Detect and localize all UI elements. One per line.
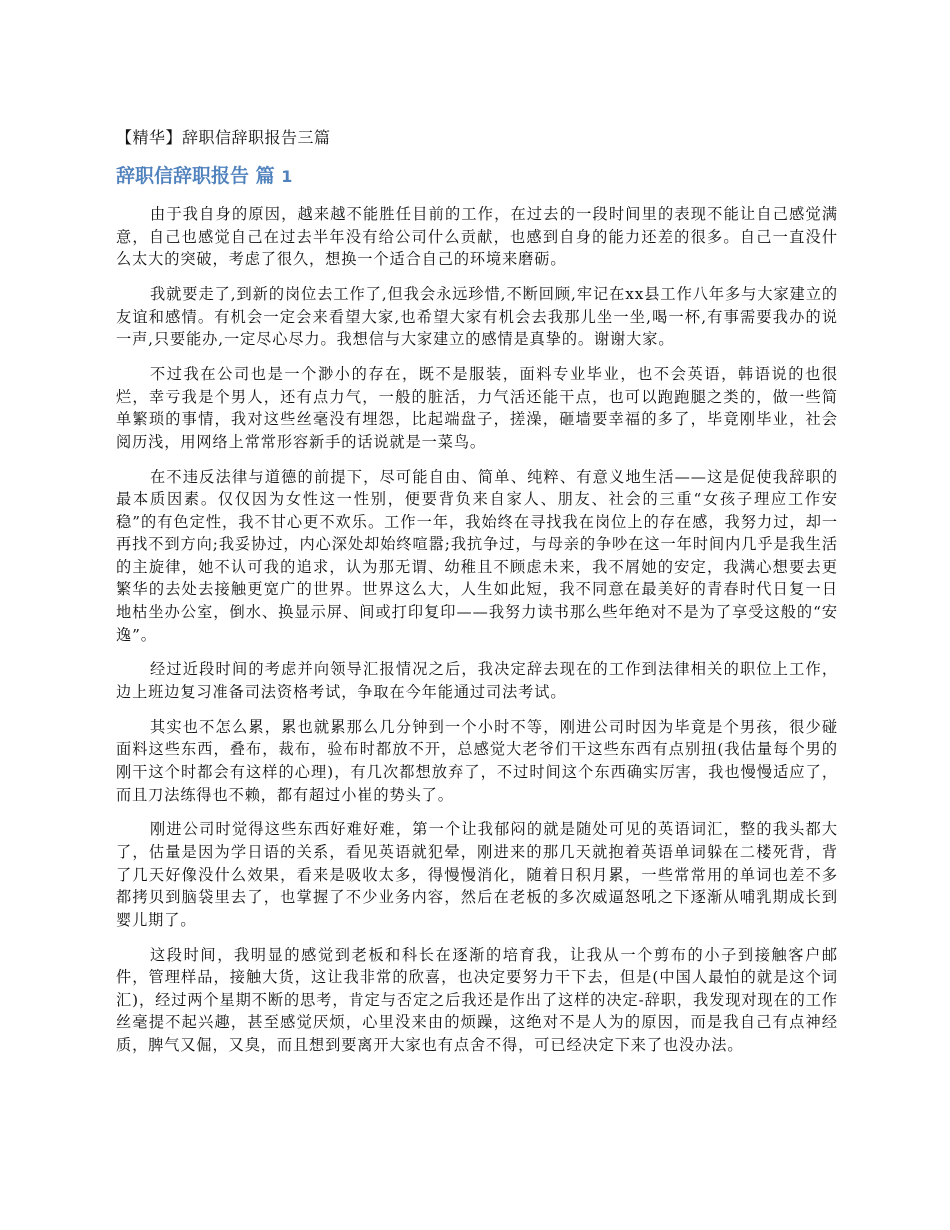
paragraph: 我就要走了,到新的岗位去工作了,但我会永远珍惜,不断回顾,牢记在xx县工作八年多与大家建立的友谊和感情。有机会一定会来看望大家,也希望大家有机会去我那儿坐一坐,喝一杯,有事需要我办的说一声,只要能办,一定尽心尽力。我想信与大家建立的感情是真挚的。谢谢大家。 bbox=[116, 284, 838, 349]
document-body bbox=[116, 203, 838, 1069]
section-heading-text: 辞职信辞职报告 篇 bbox=[116, 165, 275, 187]
paragraph: 这段时间，我明显的感觉到老板和科长在逐渐的培育我，让我从一个剪布的小子到接触客户邮件，管理样品，接触大货，这让我非常的欣喜，也决定要努力干下去，但是(中国人最怕的就是这个词汇)，经过两个星期不断的思考，肯定与否定之后我还是作出了这样的决定-辞职，我发现对现在的工作丝毫提不起兴趣，甚至感觉厌烦，心里没来由的烦躁，这绝对不是人为的原因，而是我自己有点神经质，脾气又倔，又臭，而且想到要离开大家也有点舍不得，可已经决定下来了也没办法。 bbox=[116, 945, 838, 1054]
paragraph: 刚进公司时觉得这些东西好难好难，第一个让我郁闷的就是随处可见的英语词汇，整的我头都大了，估量是因为学日语的关系，看见英语就犯晕，刚进来的那几天就抱着英语单词躲在二楼死背，背了几天好像没什么效果，看来是吸收太多，得慢慢消化，随着日积月累，一些常常用的单词也差不多都拷贝到脑袋里去了，也掌握了不少业务内容，然后在老板的多次威逼怒吼之下逐渐从哺乳期成长到婴儿期了。 bbox=[116, 820, 838, 929]
section-heading bbox=[116, 163, 292, 190]
document-title: 【精华】辞职信辞职报告三篇 bbox=[116, 128, 331, 147]
section-number: 1 bbox=[281, 167, 293, 186]
paragraph: 其实也不怎么累，累也就累那么几分钟到一个小时不等，刚进公司时因为毕竟是个男孩，很少碰面料这些东西，叠布，裁布，验布时都放不开，总感觉大老爷们干这些东西有点别扭(我估量每个男的刚干这个时都会有这样的心理)，有几次都想放弃了，不过时间这个东西确实厉害，我也慢慢适应了，而且刀法练得也不赖，都有超过小崔的势头了。 bbox=[116, 717, 838, 804]
paragraph: 在不违反法律与道德的前提下，尽可能自由、简单、纯粹、有意义地生活——这是促使我辞职的最本质因素。仅仅因为女性这一性别，便要背负来自家人、朋友、社会的三重“女孩子理应工作安稳”的有色定性，我不甘心更不欢乐。工作一年，我始终在寻找我在岗位上的存在感，我努力过，却一再找不到方向;我妥协过，内心深处却始终喧嚣;我抗争过，与母亲的争吵在这一年时间内几乎是我生活的主旋律，她不认可我的追求，认为那无谓、幼稚且不顾虑未来，我不屑她的安定，我满心想要去更繁华的去处去接触更宽广的世界。世界这么大，人生如此短，我不同意在最美好的青春时代日复一日地枯坐办公室，倒水、换显示屏、间或打印复印——我努力读书那么些年绝对不是为了享受这般的“安逸”。 bbox=[116, 467, 838, 644]
paragraph: 经过近段时间的考虑并向领导汇报情况之后，我决定辞去现在的工作到法律相关的职位上工作，边上班边复习准备司法资格考试，争取在今年能通过司法考试。 bbox=[116, 660, 838, 702]
paragraph: 由于我自身的原因，越来越不能胜任目前的工作，在过去的一段时间里的表现不能让自己感觉满意，自己也感觉自己在过去半年没有给公司什么贡献，也感到自身的能力还差的很多。自己一直没什么太大的突破，考虑了很久，想换一个适合自己的环境来磨砺。 bbox=[116, 205, 838, 269]
paragraph: 不过我在公司也是一个渺小的存在，既不是服装，面料专业毕业，也不会英语，韩语说的也很烂，幸亏我是个男人，还有点力气，一般的脏活，力气活还能干点，也可以跑跑腿之类的，做一些简单繁琐的事情，我对这些丝毫没有埋怨，比起端盘子，搓澡，砸墙要幸福的多了，毕竟刚毕业，社会阅历浅，用网络上常常形容新手的话说就是一菜鸟。 bbox=[116, 364, 838, 451]
